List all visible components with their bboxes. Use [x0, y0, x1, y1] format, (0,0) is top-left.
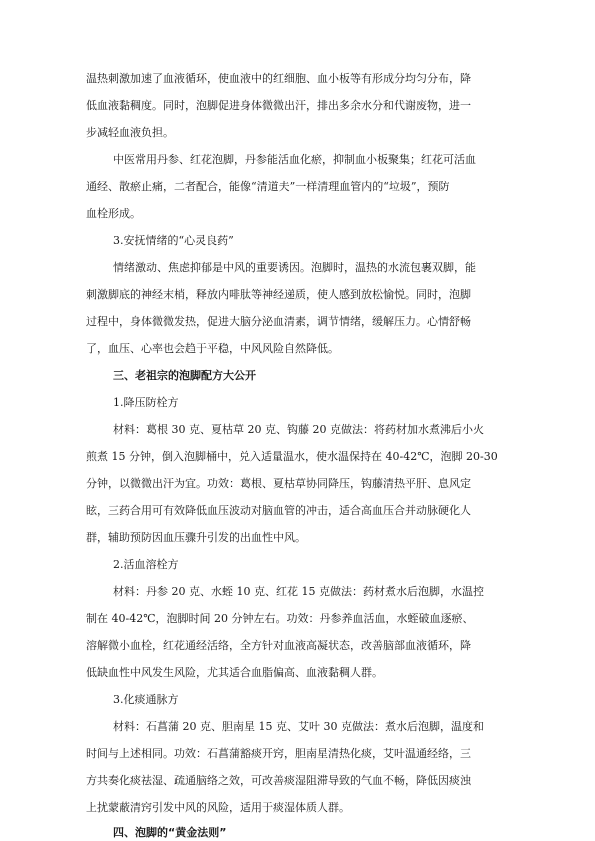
subheading: 3.安抚情绪的“心灵良药”	[113, 234, 234, 247]
body-line: 材料：葛根 30 克、夏枯草 20 克、钩藤 20 克做法：将药材加水煮沸后小火	[113, 423, 484, 436]
body-line: 分钟，以微微出汗为宜。功效：葛根、夏枯草协同降压，钩藤清热平肝、息风定	[86, 477, 471, 490]
section-heading: 四、泡脚的“黄金法则”	[113, 826, 227, 839]
body-line: 步减轻血液负担。	[86, 126, 174, 139]
body-line: 低缺血性中风发生风险，尤其适合血脂偏高、血液黏稠人群。	[86, 666, 383, 679]
section-heading: 三、老祖宗的泡脚配方大公开	[113, 369, 256, 382]
subheading: 2.活血溶栓方	[113, 558, 179, 571]
subheading: 1.降压防栓方	[113, 396, 179, 409]
body-line: 低血液黏稠度。同时，泡脚促进身体微微出汗，排出多余水分和代谢废物，进一	[86, 99, 471, 112]
body-line: 方共奏化痰祛湿、疏通脑络之效，可改善痰湿阻滞导致的气血不畅，降低因痰浊	[86, 774, 471, 787]
body-line: 溶解微小血栓，红花通经活络，全方针对血液高凝状态，改善脑部血液循环，降	[86, 639, 471, 652]
body-line: 血栓形成。	[86, 207, 141, 220]
body-line: 煎煮 15 分钟，倒入泡脚桶中，兑入适量温水，使水温保持在 40-42℃，泡脚 20-30	[86, 450, 498, 463]
body-line: 了，血压、心率也会趋于平稳，中风风险自然降低。	[86, 342, 339, 355]
body-line: 制在 40-42℃，泡脚时间 20 分钟左右。功效：丹参养血活血，水蛭破血逐瘀、	[86, 612, 474, 625]
body-line: 上扰蒙蔽清窍引发中风的风险，适用于痰湿体质人群。	[86, 801, 350, 814]
body-line: 刺激脚底的神经末梢，释放内啡肽等神经递质，使人感到放松愉悦。同时，泡脚	[86, 288, 471, 301]
body-line: 眩，三药合用可有效降低血压波动对脑血管的冲击，适合高血压合并动脉硬化人	[86, 504, 471, 517]
body-line: 过程中，身体微微发热，促进大脑分泌血清素，调节情绪，缓解压力。心情舒畅	[86, 315, 471, 328]
body-line: 群，辅助预防因血压骤升引发的出血性中风。	[86, 531, 306, 544]
body-line: 材料：丹参 20 克、水蛭 10 克、红花 15 克做法：药材煮水后泡脚，水温控	[113, 585, 484, 598]
subheading: 3.化痰通脉方	[113, 693, 179, 706]
body-line: 材料：石菖蒲 20 克、胆南星 15 克、艾叶 30 克做法：煮水后泡脚，温度和	[113, 720, 484, 733]
body-line: 中医常用丹参、红花泡脚，丹参能活血化瘀，抑制血小板聚集；红花可活血	[113, 153, 476, 166]
body-line: 情绪激动、焦虑抑郁是中风的重要诱因。泡脚时，温热的水流包裹双脚，能	[113, 261, 476, 274]
body-line: 时间与上述相同。功效：石菖蒲豁痰开窍，胆南星清热化痰，艾叶温通经络，三	[86, 747, 471, 760]
body-line: 通经、散瘀止痛，二者配合，能像“清道夫”一样清理血管内的“垃圾”，预防	[86, 180, 450, 193]
body-line: 温热刺激加速了血液循环，使血液中的红细胞、血小板等有形成分均匀分布，降	[86, 72, 471, 85]
